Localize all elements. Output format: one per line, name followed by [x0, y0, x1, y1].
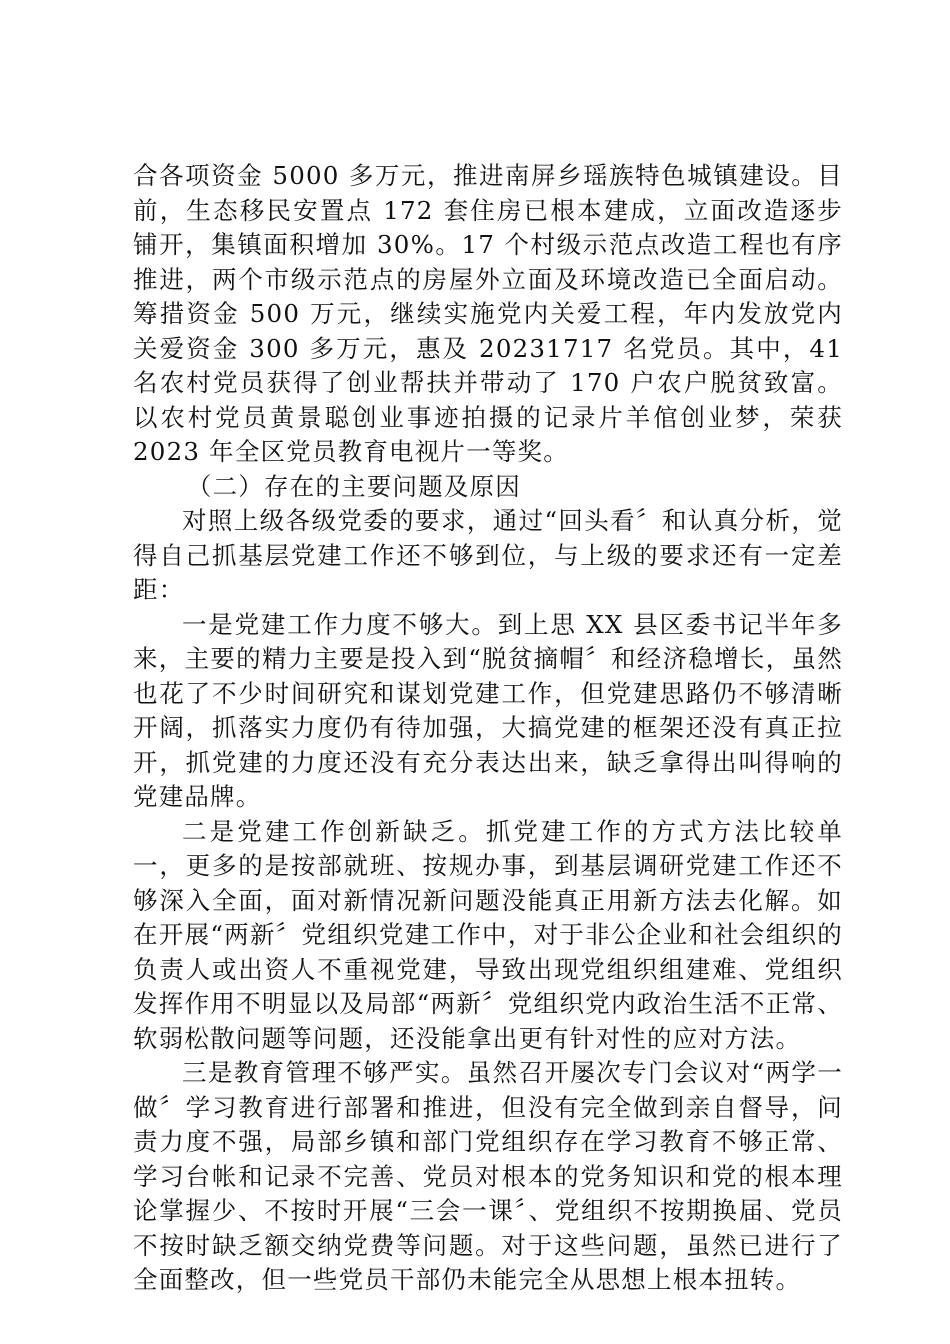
paragraph-continuation: 合各项资金 5000 多万元，推进南屏乡瑶族特色城镇建设。目前，生态移民安置点 172 套住房已根本建成，立面改造逐步铺开，集镇面积增加 30%。17 个村级示范点改造工程也有序推进，两个市级示范点的房屋外立面及环境改造已全面启动。筹措资金 500 万元，继续实施党内关爱工程，年内发放党内关爱资金 300 多万元，惠及 20231717 名党员。其中，41 名农村党员获得了创业帮扶并带动了 170 户农户脱贫致富。以农村党员黄景聪创业事迹拍摄的记录片羊倌创业梦，荣获 2023 年全区党员教育电视片一等奖。	[133, 161, 843, 466]
paragraph-problem-one: 一是党建工作力度不够大。到上思 XX 县区委书记半年多来，主要的精力主要是投入到“脱贫摘帽〞和经济稳增长，虽然也花了不少时间研究和谋划党建工作，但党建思路仍不够清晰开阔，抓落实力度仍有待加强，大搞党建的框架还没有真正拉开，抓党建的力度还没有充分表达出来，缺乏拿得出叫得响的党建品牌。	[133, 609, 843, 811]
paragraph-problem-three: 三是教育管理不够严实。虽然召开屡次专门会议对“两学一做〞学习教育进行部署和推进，但没有完全做到亲自督导，问责力度不强，局部乡镇和部门党组织存在学习教育不够正常、学习台帐和记录不完善、党员对根本的党务知识和党的根本理论掌握少、不按时开展“三会一课〞、党组织不按期换届、党员不按时缺乏额交纳党费等问题。对于这些问题，虽然已进行了全面整改，但一些党员干部仍未能完全从思想上根本扭转。	[133, 1058, 843, 1294]
document-body	[133, 159, 843, 1298]
paragraph-problem-two: 二是党建工作创新缺乏。抓党建工作的方式方法比较单一，更多的是按部就班、按规办事，到基层调研党建工作还不够深入全面，面对新情况新问题没能真正用新方法去化解。如在开展“两新〞党组织党建工作中，对于非公企业和社会组织的负责人或出资人不重视党建，导致出现党组织组建难、党组织发挥作用不明显以及局部“两新〞党组织党内政治生活不正常、软弱松散问题等问题，还没能拿出更有针对性的应对方法。	[133, 816, 843, 1053]
paragraph-intro: 对照上级各级党委的要求，通过“回头看〞和认真分析，觉得自己抓基层党建工作还不够到位，与上级的要求还有一定差距：	[133, 506, 843, 604]
section-heading: （二）存在的主要问题及原因	[186, 471, 521, 501]
